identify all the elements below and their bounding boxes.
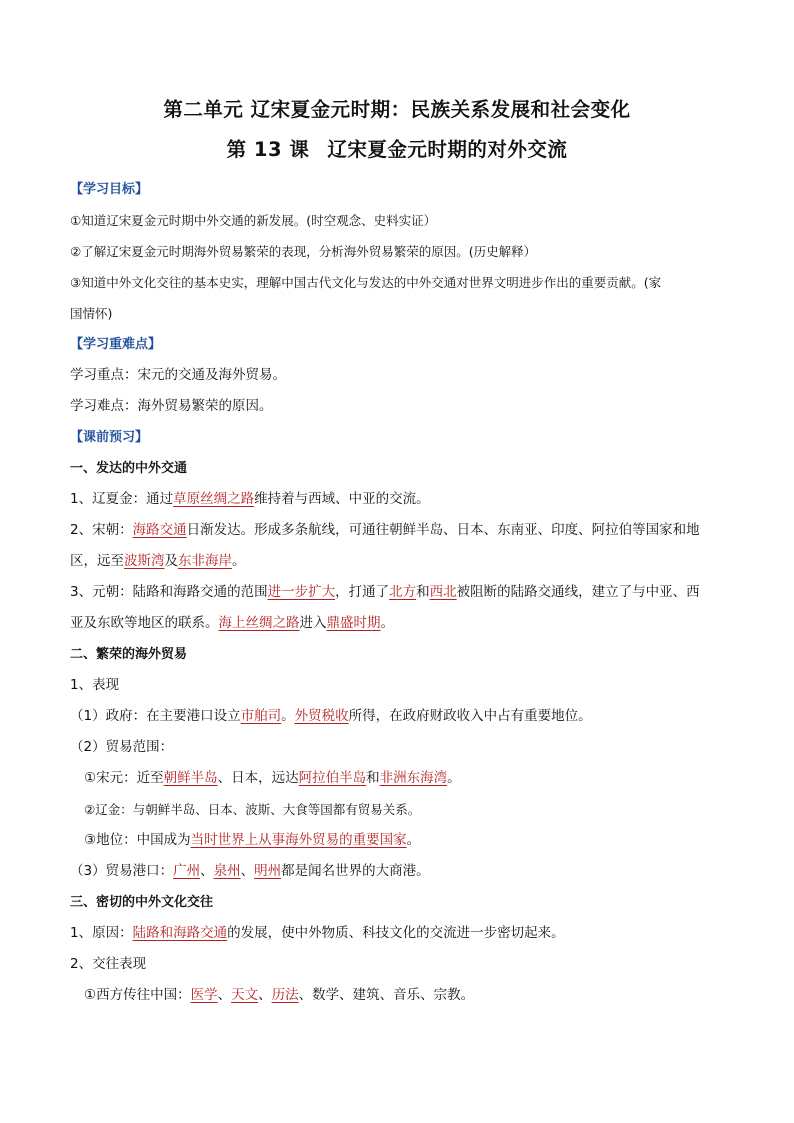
section-2-title: 二、繁荣的海外贸易 <box>70 647 188 662</box>
goal-2: ②了解辽宋夏金元时期海外贸易繁荣的表现，分析海外贸易繁荣的原因。(历史解释） <box>70 244 537 259</box>
goal-3-line-1: ③知道中外文化交往的基本史实，理解中国古代文化与发达的中外交通对世界文明进步作出的重要贡献。(家 <box>70 275 662 290</box>
answer-blank: 海路交通 <box>132 522 187 538</box>
s1-item-1 <box>70 484 724 515</box>
answer-blank: 医学 <box>190 987 218 1003</box>
text: ①宋元：近至 <box>84 770 164 786</box>
section-1-title: 一、发达的中外交通 <box>70 461 188 476</box>
unit-title: 第二单元 辽宋夏金元时期：民族关系发展和社会变化 <box>163 98 631 121</box>
text: 。 <box>232 553 246 569</box>
s3-west-to-china <box>70 980 724 1011</box>
text: 、日本，远达 <box>217 770 299 786</box>
answer-blank: 陆路和海路交通 <box>132 925 228 941</box>
text: 2、宋朝： <box>70 522 133 538</box>
text: 维持着与西域、中亚的交流。 <box>254 491 430 507</box>
answer-blank: 草原丝绸之路 <box>173 491 255 507</box>
s3-subtitle-2: 2、交往表现 <box>70 956 147 972</box>
answer-blank: 阿拉伯半岛 <box>298 770 367 786</box>
text: 都是闻名世界的大商港。 <box>281 863 430 879</box>
goals-heading: 【学习目标】 <box>70 182 149 197</box>
text: 进入 <box>299 615 327 631</box>
text: 1、辽夏金：通过 <box>70 491 174 507</box>
text: 区，远至 <box>70 553 124 569</box>
text: 、 <box>258 987 272 1003</box>
text: 、数学、建筑、音乐、宗教。 <box>298 987 475 1003</box>
goal-1: ①知道辽宋夏金元时期中外交通的新发展。(时空观念、史料实证） <box>70 213 437 228</box>
answer-blank: 海上丝绸之路 <box>218 615 300 631</box>
key-points-heading: 【学习重难点】 <box>70 337 162 352</box>
answer-blank: 历法 <box>271 987 299 1003</box>
answer-blank: 波斯湾 <box>124 553 165 569</box>
text: ③地位：中国成为 <box>84 832 191 848</box>
text: 。 <box>447 770 461 786</box>
text: 的发展，使中外物质、科技文化的交流进一步密切起来。 <box>227 925 565 941</box>
answer-blank: 明州 <box>254 863 282 879</box>
s1-item-3 <box>70 577 724 608</box>
answer-blank: 广州 <box>173 863 201 879</box>
text: 。 <box>380 615 394 631</box>
answer-blank: 泉州 <box>213 863 241 879</box>
s2-scope-liao-jin: ②辽金：与朝鲜半岛、日本、波斯、大食等国都有贸易关系。 <box>84 802 421 817</box>
answer-blank: 当时世界上从事海外贸易的重要国家 <box>190 832 407 848</box>
answer-blank: 西北 <box>429 584 457 600</box>
s1-item-2-cont <box>70 546 724 577</box>
s1-item-2 <box>70 515 724 546</box>
text: 3、元朝：陆路和海路交通的范围 <box>70 584 268 600</box>
text: （1）政府：在主要港口设立 <box>70 708 241 724</box>
answer-blank: 北方 <box>389 584 417 600</box>
answer-blank: 市舶司 <box>240 708 282 724</box>
s2-item-scope: （2）贸易范围： <box>70 739 174 755</box>
answer-blank: 鼎盛时期 <box>326 615 381 631</box>
text: 及 <box>164 553 178 569</box>
key-point: 学习重点：宋元的交通及海外贸易。 <box>70 367 286 383</box>
answer-blank: 天文 <box>231 987 259 1003</box>
s2-item-ports <box>70 856 724 887</box>
lesson-name: 辽宋夏金元时期的对外交流 <box>327 138 568 161</box>
s2-subtitle-1: 1、表现 <box>70 677 120 693</box>
s2-scope-song-yuan <box>70 763 724 794</box>
answer-blank: 非洲东海湾 <box>379 770 448 786</box>
text: 被阻断的陆路交通线，建立了与中亚、西 <box>456 584 700 600</box>
lesson-title <box>70 136 724 164</box>
s3-item-reason <box>70 918 724 949</box>
s2-item-government <box>70 701 724 732</box>
s1-item-3-cont <box>70 608 724 639</box>
answer-blank: 东非海岸 <box>178 553 232 569</box>
text: 。 <box>406 832 421 848</box>
preview-heading: 【课前预习】 <box>70 430 149 445</box>
text: ，打通了 <box>335 584 390 600</box>
s2-scope-status <box>70 825 724 856</box>
text: 、 <box>240 863 255 879</box>
text: 亚及东欧等地区的联系。 <box>70 615 219 631</box>
lesson-number: 第 13 课 <box>226 138 310 161</box>
text: 和 <box>416 584 430 600</box>
answer-blank: 朝鲜半岛 <box>163 770 218 786</box>
answer-blank: 进一步扩大 <box>267 584 336 600</box>
text: 1、原因： <box>70 925 133 941</box>
text: 日渐发达。形成多条航线，可通往朝鲜半岛、日本、东南亚、印度、阿拉伯等国家和地 <box>186 522 700 538</box>
text: 、 <box>200 863 214 879</box>
difficult-point: 学习难点：海外贸易繁荣的原因。 <box>70 398 273 414</box>
text: 和 <box>366 770 380 786</box>
text: 、 <box>217 987 232 1003</box>
text: ①西方传往中国： <box>84 987 191 1003</box>
text: 所得，在政府财政收入中占有重要地位。 <box>348 708 592 724</box>
goal-3-line-2: 国情怀) <box>70 306 113 321</box>
answer-blank: 外贸税收 <box>294 708 349 724</box>
section-3-title: 三、密切的中外文化交往 <box>70 895 214 910</box>
text: （3）贸易港口： <box>70 863 174 879</box>
text: 。 <box>281 708 295 724</box>
